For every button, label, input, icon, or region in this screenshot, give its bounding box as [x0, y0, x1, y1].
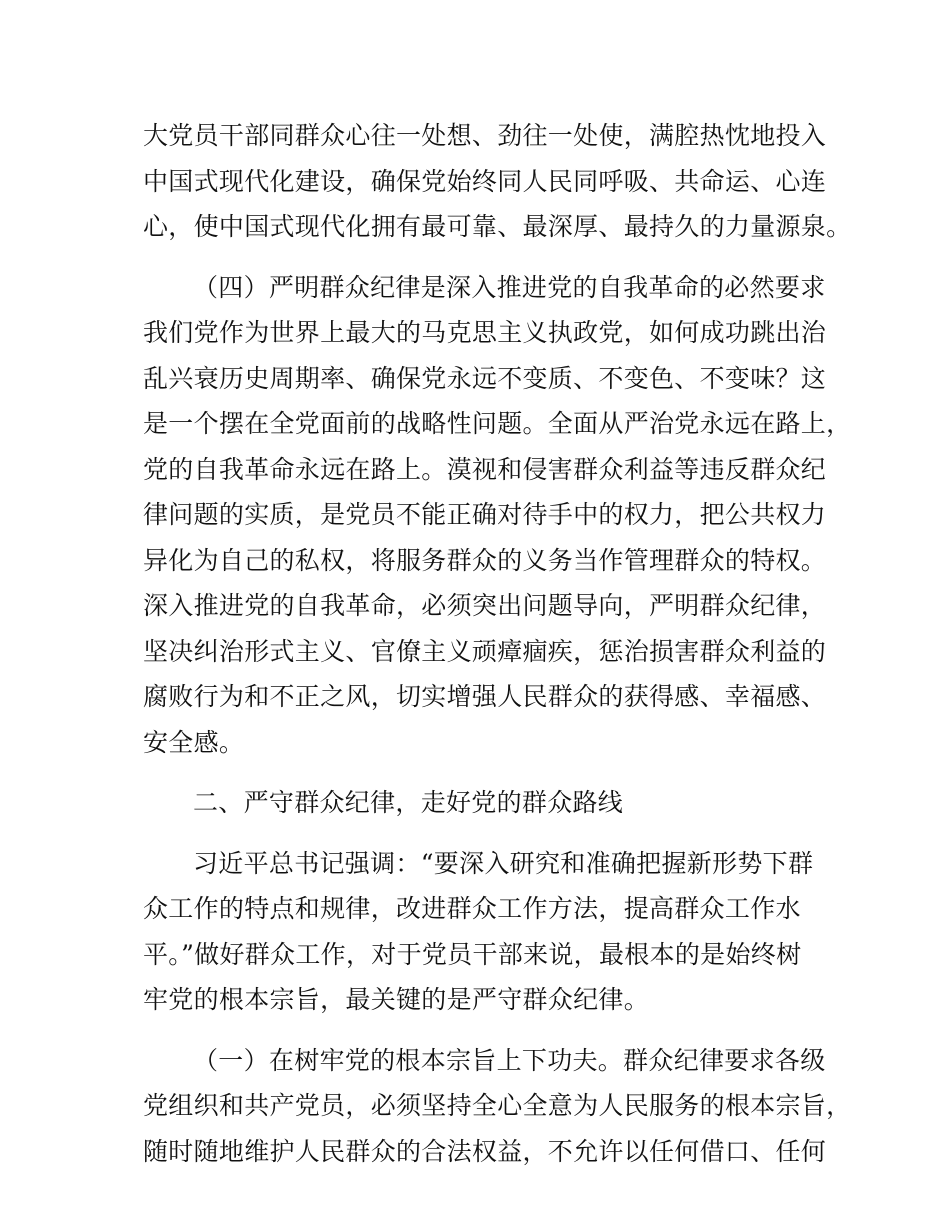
text-line: 坚决纠治形式主义、官僚主义顽瘴痼疾，惩治损害群众利益的 [143, 637, 827, 666]
text-line: 党的自我革命永远在路上。漠视和侵害群众利益等违反群众纪 [143, 455, 827, 484]
text-line: 腐败行为和不正之风，切实增强人民群众的获得感、幸福感、 [143, 682, 827, 711]
section-heading: 二、严守群众纪律，走好党的群众路线 [193, 788, 624, 817]
text-line: 中国式现代化建设，确保党始终同人民同呼吸、共命运、心连 [143, 167, 827, 196]
text-line: 牢党的根本宗旨，最关键的是严守群众纪律。 [143, 985, 650, 1014]
text-line: 众工作的特点和规律，改进群众工作方法，提高群众工作水 [143, 894, 801, 923]
subsection-heading: （一）在树牢党的根本宗旨上下功夫。群众纪律要求各级 [193, 1046, 826, 1075]
text-line: 是一个摆在全党面前的战略性问题。全面从严治党永远在路上， [143, 409, 852, 438]
text-line: 随时随地维护人民群众的合法权益，不允许以任何借口、任何 [143, 1137, 827, 1166]
section-heading: （四）严明群众纪律是深入推进党的自我革命的必然要求 [193, 273, 826, 302]
text-line: 异化为自己的私权，将服务群众的义务当作管理群众的特权。 [143, 546, 827, 575]
text-line: 心，使中国式现代化拥有最可靠、最深厚、最持久的力量源泉。 [143, 212, 852, 241]
text-line: 安全感。 [143, 728, 245, 757]
text-line: 平。”做好群众工作，对于党员干部来说，最根本的是始终树 [143, 940, 802, 969]
text-line: 我们党作为世界上最大的马克思主义执政党，如何成功跳出治 [143, 318, 827, 347]
text-line: 党组织和共产党员，必须坚持全心全意为人民服务的根本宗旨， [143, 1091, 852, 1120]
text-line: 乱兴衰历史周期率、确保党永远不变质、不变色、不变味？这 [143, 364, 827, 393]
text-line: 大党员干部同群众心往一处想、劲往一处使，满腔热忱地投入 [143, 121, 827, 150]
text-line: 习近平总书记强调：“要深入研究和准确把握新形势下群 [193, 849, 814, 878]
text-line: 律问题的实质，是党员不能正确对待手中的权力，把公共权力 [143, 500, 827, 529]
text-line: 深入推进党的自我革命，必须突出问题导向，严明群众纪律， [143, 591, 827, 620]
